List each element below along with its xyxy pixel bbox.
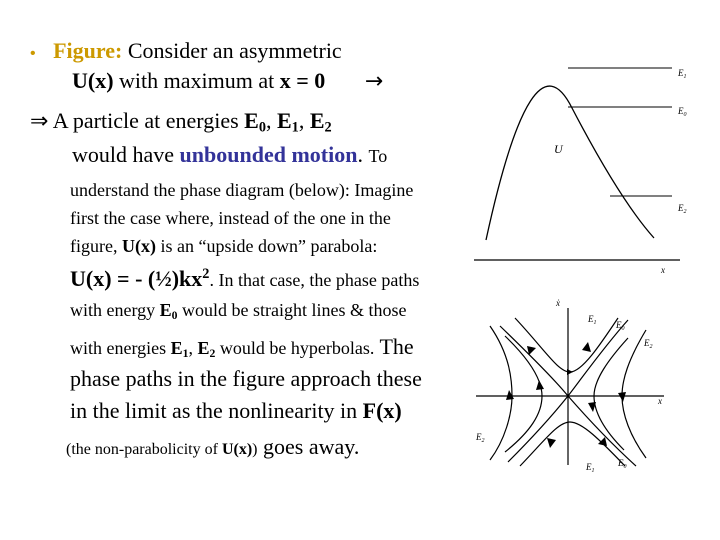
line-9: with energy $E_0$ would be straight lines & those — [70, 300, 407, 322]
line-3-text: A particle at energies — [52, 108, 245, 133]
e2-left-label: $E_2$ — [476, 432, 485, 444]
line-5: understand the phase diagram (below): Imagine — [70, 180, 414, 200]
energy-e0: $E_0$ — [244, 108, 266, 136]
implies-icon: ⇒ — [30, 109, 49, 134]
flow-arrow-1 — [582, 342, 591, 352]
e0-label: $E_0$ — [678, 106, 687, 118]
fx-term: F(x) — [362, 398, 402, 423]
bullet: • — [30, 45, 36, 62]
flow-arrow-8 — [598, 437, 607, 446]
ux-term-2: U(x) — [121, 236, 156, 256]
line-10: with energies $E_1$, $E_2$ would be hyperbolas. The — [70, 334, 414, 360]
line-2-text: with maximum at — [113, 68, 280, 93]
right-arrow-icon: → — [364, 69, 384, 94]
phase-x-label: x — [658, 396, 662, 406]
line-13: (the non-parabolicity of U(x)) goes away. — [66, 434, 360, 459]
potential-diagram — [474, 68, 687, 275]
flow-arrow-5 — [506, 390, 514, 400]
line-11: phase paths in the figure approach these — [70, 366, 422, 391]
x-axis-label: x — [661, 265, 665, 275]
line-7: figure, U(x) is an “upside down” parabola: — [70, 236, 378, 256]
figure-label: Figure: — [53, 38, 123, 63]
e2-right-label: $E_2$ — [644, 338, 653, 350]
flow-arrow-2 — [547, 438, 556, 448]
line-6: first the case where, instead of the one in the — [70, 208, 391, 228]
line-3: ⇒ A particle at energies $E_0$, $E_1$, $E_2$ — [30, 108, 332, 136]
energy-e1: $E_1$ — [276, 108, 299, 136]
potential-curve — [486, 86, 654, 240]
energy-e2: $E_2$ — [309, 108, 332, 136]
e1-path-bottom — [520, 422, 625, 466]
outer-path-right — [622, 330, 646, 458]
unbounded-motion: unbounded motion — [179, 142, 358, 167]
e0-top-label: $E_0$ — [616, 320, 625, 332]
line-12: in the limit as the nonlinearity in F(x) — [70, 398, 402, 423]
flow-arrow-4 — [588, 402, 596, 412]
e1-label: $E_1$ — [678, 68, 687, 80]
parabola-formula: U(x) = - $(\frac{1}{2})kx^2$ — [70, 266, 210, 291]
line-8: U(x) = - $(\frac{1}{2})kx^2$. In that case, the phase paths — [70, 266, 420, 291]
flow-arrow-3 — [536, 380, 544, 390]
e1-bottom-label: $E_1$ — [586, 462, 595, 474]
phase-diagram — [476, 308, 664, 466]
xdot-label: ẋ — [556, 298, 560, 308]
e1-path-top — [515, 318, 618, 372]
u-axis-label: U — [554, 142, 563, 156]
x-equals-zero: x = 0 — [279, 68, 326, 93]
line-4-text: would have — [72, 142, 180, 167]
e0-bottom-label: $E_0$ — [618, 458, 627, 470]
ux-term: U(x) — [72, 68, 114, 93]
line-4-end: To — [368, 146, 388, 166]
e1-top-label: $E_1$ — [588, 314, 597, 326]
line-1-text: Consider an asymmetric — [122, 38, 342, 63]
e2-label: $E_2$ — [678, 203, 687, 215]
line-4: would have unbounded motion. To — [72, 142, 388, 167]
